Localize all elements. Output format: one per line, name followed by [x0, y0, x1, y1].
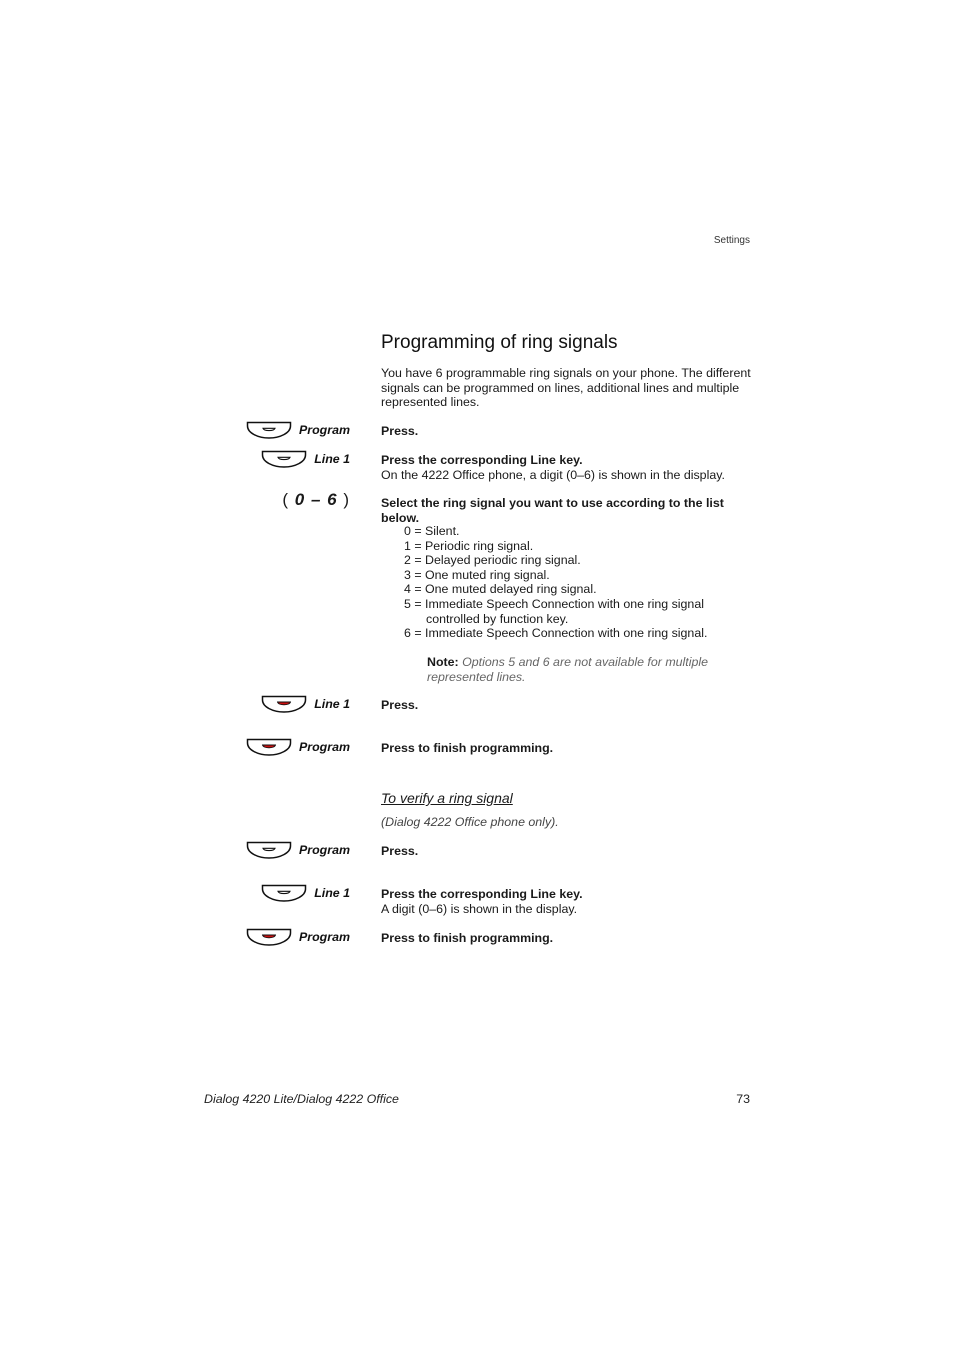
list-item: 4 = One muted delayed ring signal. [404, 582, 597, 597]
step-detail: A digit (0–6) is shown in the display. [381, 901, 578, 916]
line-key-off-icon [261, 883, 307, 903]
ring-signal-options [404, 524, 744, 641]
step-instruction: Select the ring signal you want to use according to the list below. [381, 496, 724, 525]
step-program-key [246, 927, 350, 947]
note-label: Note: [427, 655, 459, 669]
section-heading: To verify a ring signal [381, 790, 513, 806]
step-instruction: Press. [381, 424, 419, 438]
page-title: Programming of ring signals [381, 332, 618, 353]
running-header: Settings [713, 235, 750, 246]
step-program-key [246, 840, 350, 860]
step-block [381, 887, 761, 916]
step-instruction: Press to finish programming. [381, 741, 554, 755]
program-key-off-icon [246, 840, 292, 860]
program-key-off-icon [246, 420, 292, 440]
step-program-key [246, 420, 350, 440]
step-line-key [261, 694, 350, 714]
key-label: Program [299, 423, 350, 437]
page-number: 73 [736, 1092, 750, 1106]
note-text: Options 5 and 6 are not available for multiple represented lines. [427, 655, 709, 684]
step-detail: On the 4222 Office phone, a digit (0–6) is shown in the display. [381, 467, 725, 482]
key-label: Line 1 [314, 697, 350, 711]
step-instruction: Press the corresponding Line key. [381, 887, 583, 901]
note [427, 655, 747, 684]
key-label: Line 1 [314, 886, 350, 900]
key-label: Program [299, 930, 350, 944]
list-item: 6 = Immediate Speech Connection with one ring signal. [404, 626, 708, 641]
intro-paragraph: You have 6 programmable ring signals on your phone. The different signals can be programmed on lines, additional lines and multiple represented lines. [381, 366, 751, 410]
key-label: Line 1 [314, 452, 350, 466]
step-instruction: Press. [381, 844, 419, 858]
list-item: 1 = Periodic ring signal. [404, 538, 534, 553]
step-block [381, 453, 761, 482]
footer-title: Dialog 4220 Lite/Dialog 4222 Office [204, 1092, 399, 1106]
program-key-on-icon [246, 737, 292, 757]
range-value: 0 – 6 [294, 490, 338, 509]
list-item: 5 = Immediate Speech Connection with one ring signal controlled by function key. [404, 596, 704, 626]
step-line-key [261, 449, 350, 469]
step-instruction: Press the corresponding Line key. [381, 453, 583, 467]
line-key-off-icon [261, 449, 307, 469]
key-label: Program [299, 843, 350, 857]
digit-range [282, 490, 350, 510]
list-item: 0 = Silent. [404, 524, 460, 538]
line-key-on-icon [261, 694, 307, 714]
list-item: 2 = Delayed periodic ring signal. [404, 553, 581, 568]
step-instruction: Press. [381, 698, 419, 712]
step-instruction: Press to finish programming. [381, 931, 554, 945]
step-program-key [246, 737, 350, 757]
range-open: ( [282, 490, 290, 509]
list-item: 3 = One muted ring signal. [404, 567, 550, 582]
program-key-on-icon [246, 927, 292, 947]
range-close: ) [343, 490, 350, 509]
step-line-key [261, 883, 350, 903]
section-subnote: (Dialog 4222 Office phone only). [381, 815, 559, 829]
key-label: Program [299, 740, 350, 754]
